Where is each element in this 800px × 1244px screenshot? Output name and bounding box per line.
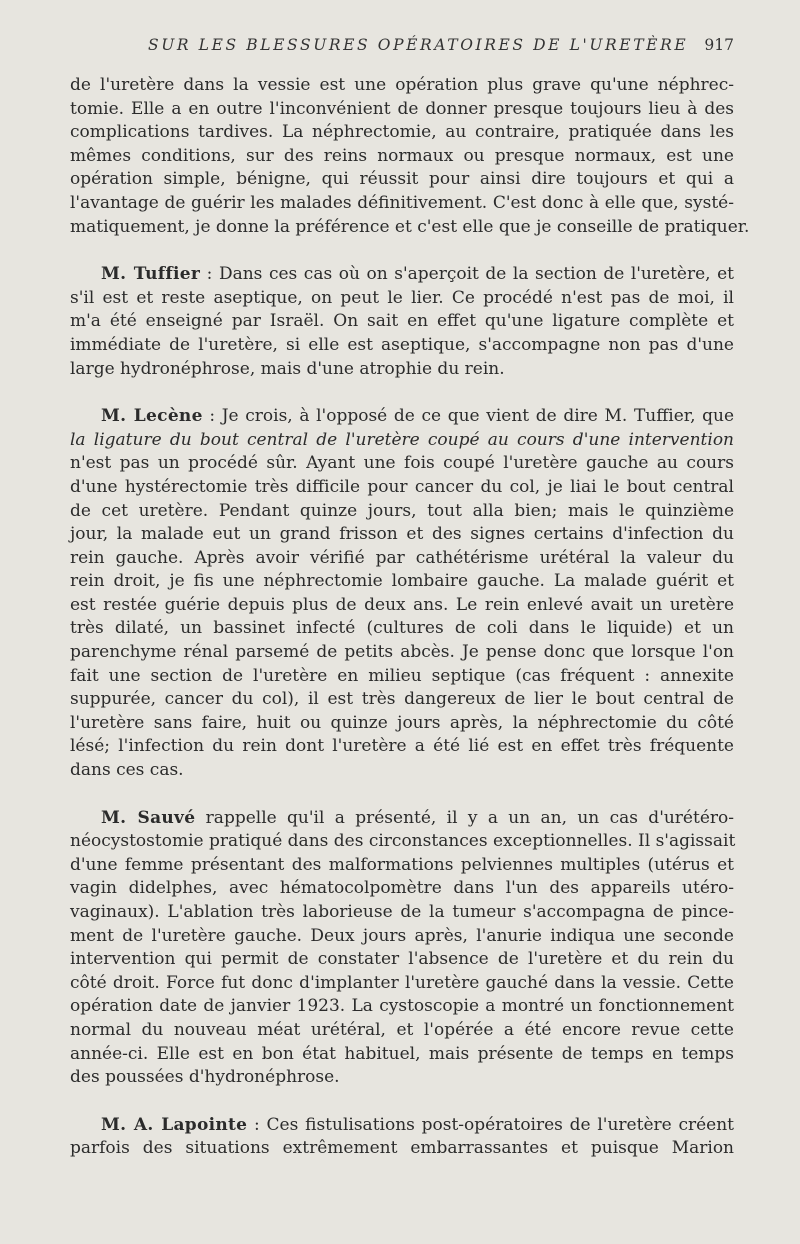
text-line: des poussées d'hydronéphrose. [70,1067,340,1088]
text-line: parfois des situations extrêmement embarrassantes et puisque Marion [70,1138,734,1159]
text-line: immédiate de l'uretère, si elle est aseptique, s'accompagne non pas d'une [70,334,734,355]
running-title: SUR LES BLESSURES OPÉRATOIRES DE L'URETÈRE [148,36,689,54]
text-line: opération simple, bénigne, qui réussit pour ainsi dire toujours et qui a [70,169,734,190]
text-line: matiquement, je donne la préférence et c'est elle que je conseille de pratiquer. [70,216,750,237]
text-line: n'est pas un procédé sûr. Ayant une fois coupé l'uretère gauche au cours [70,453,734,474]
page-number: 917 [704,36,734,54]
text-line: s'il est et reste aseptique, on peut le lier. Ce procédé n'est pas de moi, il [70,287,734,308]
text-line: normal du nouveau méat urétéral, et l'opérée a été encore revue cette [70,1019,734,1040]
text-line: mêmes conditions, sur des reins normaux ou presque normaux, est une [70,145,734,166]
text-line: jour, la malade eut un grand frisson et des signes certains d'infection du [70,524,734,545]
text-line: complications tardives. La néphrectomie, au contraire, pratiquée dans les [70,122,734,143]
text-line: fait une section de l'uretère en milieu septique (cas fréquent : annexite [70,665,734,686]
paragraph-lapointe [70,1114,734,1161]
text-line: est restée guérie depuis plus de deux ans. Le rein enlevé avait un uretère [70,594,734,615]
text-line: lésé; l'infection du rein dont l'uretère a été lié est en effet très fréquente [70,736,734,757]
paragraph-lecene [70,405,734,783]
body-text [70,74,750,1161]
text-line: côté droit. Force fut donc d'implanter l'uretère gauché dans la vessie. Cette [70,972,734,993]
running-head [70,36,734,58]
text-line: vagin didelphes, avec hématocolpomètre dans l'un des appareils utéro- [70,878,734,899]
text-line: d'une hystérectomie très difficile pour cancer du col, je liai le bout central [70,476,734,497]
text-line: de l'uretère dans la vessie est une opération plus grave qu'une néphrec- [70,75,734,95]
text-line: m'a été enseigné par Israël. On sait en effet qu'une ligature complète et [70,311,734,332]
text-line: l'uretère sans faire, huit ou quinze jours après, la néphrectomie du côté [70,712,734,733]
speaker-name: M. Lecène [101,406,203,427]
text-line: suppurée, cancer du col), il est très dangereux de lier le bout central de [70,689,734,710]
text-line: ment de l'uretère gauche. Deux jours après, l'anurie indiqua une seconde [70,925,734,946]
text-line: vaginaux). L'ablation très laborieuse de la tumeur s'accompagna de pince- [70,902,734,922]
text-line: rein droit, je fis une néphrectomie lombaire gauche. La malade guérit et [70,571,734,592]
text-line: d'une femme présentant des malformations pelviennes multiples (utérus et [70,854,734,875]
text-line: rein gauche. Après avoir vérifié par cathétérisme urétéral la valeur du [70,547,734,568]
speaker-name: M. Tuffier [101,264,201,285]
text-line: opération date de janvier 1923. La cystoscopie a montré un fonctionnement [70,996,734,1017]
speaker-name: M. A. Lapointe [101,1114,248,1135]
text-line: année-ci. Elle est en bon état habituel, mais présente de temps en temps [70,1043,734,1064]
text-line: M. Lecène : Je crois, à l'opposé de ce que vient de dire M. Tuffier, que [101,406,735,427]
paragraph-tuffier [70,263,734,381]
paragraph-sauve [70,807,734,1090]
text-line: M. A. Lapointe : Ces fistulisations post-opératoires de l'uretère créent [101,1114,735,1135]
text-line: la ligature du bout central de l'uretère coupé au cours d'une intervention [70,429,734,450]
text-line: l'avantage de guérir les malades définitivement. C'est donc à elle que, systé- [70,192,734,213]
text-line: intervention qui permit de constater l'absence de l'uretère et du rein du [70,949,734,970]
text-line: très dilaté, un bassinet infecté (cultures de coli dans le liquide) et un [70,618,734,639]
speaker-name: M. Sauvé [101,807,196,828]
text-line: dans ces cas. [70,760,184,781]
text-line: M. Sauvé rappelle qu'il a présenté, il y a un an, un cas d'urétéro- [101,807,734,828]
text-line: de cet uretère. Pendant quinze jours, tout alla bien; mais le quinzième [70,500,734,521]
text-line: tomie. Elle a en outre l'inconvénient de donner presque toujours lieu à des [70,98,734,119]
text-line: parenchyme rénal parsemé de petits abcès. Je pense donc que lorsque l'on [70,642,734,663]
text-line: M. Tuffier : Dans ces cas où on s'aperçoit de la section de l'uretère, et [101,264,735,285]
paragraph-continuation [70,74,750,239]
text-line: large hydronéphrose, mais d'une atrophie du rein. [70,358,505,379]
text-line: néocystostomie pratiqué dans des circonstances exceptionnelles. Il s'agissait [70,831,736,852]
